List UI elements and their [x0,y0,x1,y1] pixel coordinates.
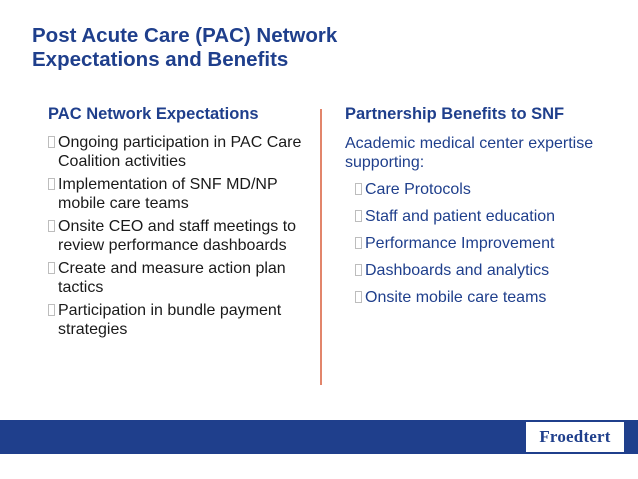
froedtert-logo [524,420,626,454]
column-divider [320,109,322,385]
benefit-item [345,235,615,254]
benefit-item [345,289,615,308]
expectation-item-text: Onsite CEO and staff meetings to review performance dashboards [58,218,297,254]
expectation-item-text: Ongoing participation in PAC Care Coalition activities [58,134,302,170]
expectations-heading: PAC Network Expectations [48,105,259,123]
benefit-item-text: Care Protocols [365,181,471,198]
benefit-item [345,262,615,281]
expectation-item [48,134,310,171]
benefits-heading: Partnership Benefits to SNF [345,105,565,123]
expectation-item [48,218,310,255]
square-bullet-icon [48,304,55,316]
benefit-item [345,181,615,200]
square-bullet-icon [355,210,362,222]
square-bullet-icon [48,220,55,232]
logo-text: Froedtert [539,427,611,446]
benefit-item-text: Performance Improvement [365,235,555,252]
expectation-item-text: Create and measure action plan tactics [58,260,286,296]
benefit-item [345,208,615,227]
square-bullet-icon [48,136,55,148]
square-bullet-icon [355,291,362,303]
expectation-item [48,176,310,213]
benefit-item-text: Staff and patient education [365,208,556,225]
benefits-column [345,104,615,316]
benefit-item-text: Dashboards and analytics [365,262,550,279]
square-bullet-icon [355,237,362,249]
expectation-item [48,302,310,339]
square-bullet-icon [48,178,55,190]
expectations-column [48,104,310,339]
square-bullet-icon [355,264,362,276]
benefit-item-text: Onsite mobile care teams [365,289,547,306]
square-bullet-icon [48,262,55,274]
square-bullet-icon [355,183,362,195]
expectation-item-text: Implementation of SNF MD/NP mobile care teams [58,176,278,212]
slide-title-line-2: Expectations and Benefits [32,48,289,71]
benefits-intro: Academic medical center expertise supporting: [345,135,594,171]
expectation-item-text: Participation in bundle payment strategies [58,302,282,338]
slide-title [32,24,612,72]
slide-title-line-1: Post Acute Care (PAC) Network [32,24,338,47]
expectation-item [48,260,310,297]
